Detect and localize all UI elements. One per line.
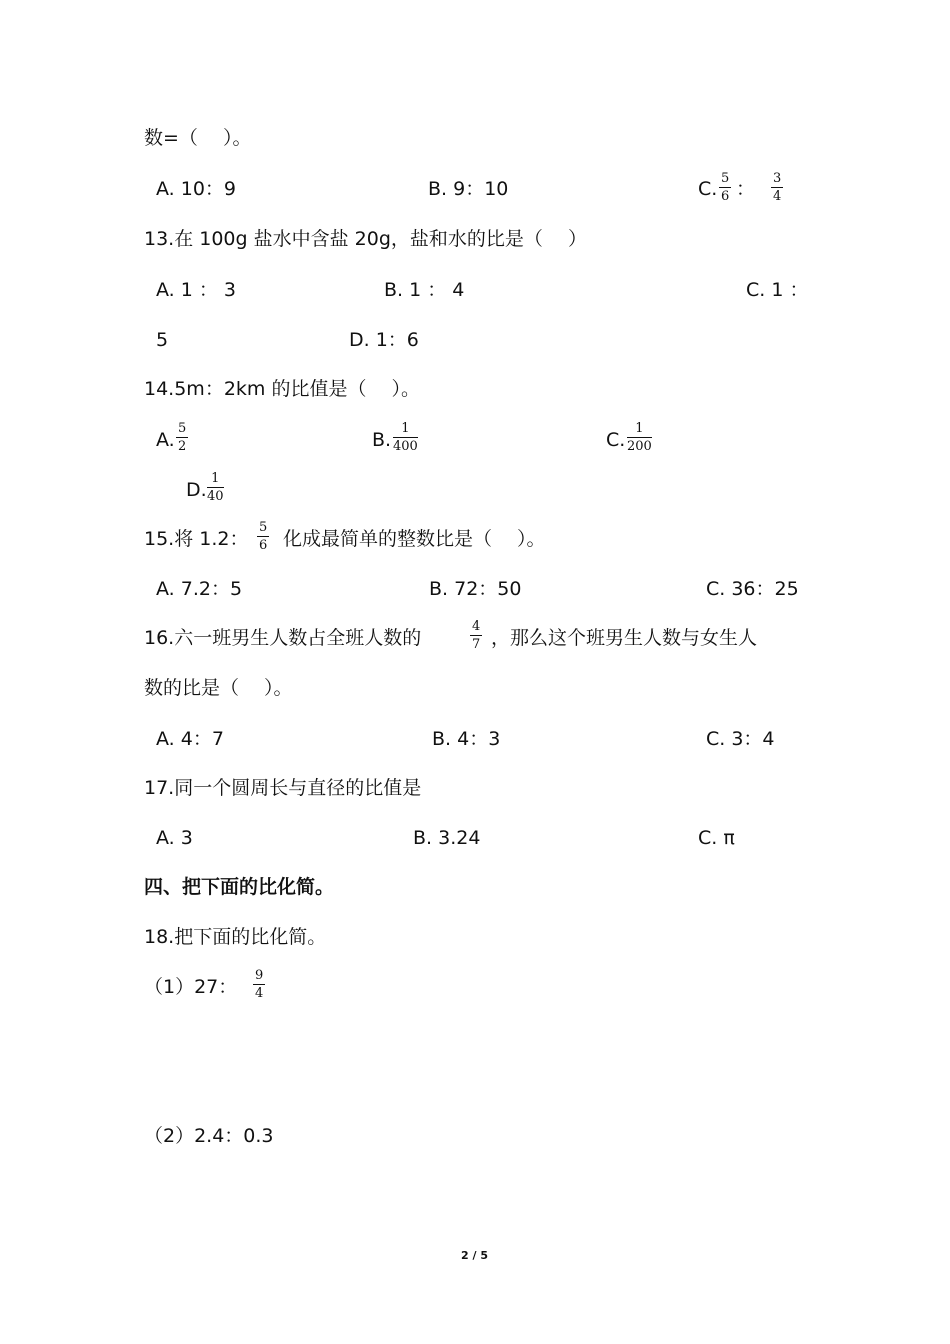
page-number: 2 / 5 xyxy=(461,1249,488,1262)
q16-stem-pre: 16.六一班男生人数占全班人数的 xyxy=(144,627,422,649)
q15-option-c: C. 36：25 xyxy=(706,578,799,600)
q14-option-c-prefix: C. xyxy=(606,429,626,451)
numerator: 1 xyxy=(635,421,644,436)
denominator: 6 xyxy=(259,538,268,553)
q13-stem: 13.在 100g 盐水中含盐 20g，盐和水的比是（ ） xyxy=(144,228,587,250)
numerator: 4 xyxy=(472,619,481,634)
q15-option-a: A. 7.2：5 xyxy=(156,578,243,600)
denominator: 4 xyxy=(255,986,264,1001)
numerator: 1 xyxy=(211,471,220,486)
q13-option-a: A. 1 ： 3 xyxy=(156,279,236,301)
q14-option-a-prefix: A. xyxy=(156,429,175,451)
q14-option-b-prefix: B. xyxy=(372,429,392,451)
numerator: 5 xyxy=(721,171,730,186)
q18-part-1: （1）27： xyxy=(144,976,238,998)
q15-stem-fraction xyxy=(257,521,269,552)
numerator: 3 xyxy=(773,171,782,186)
q15-option-b: B. 72：50 xyxy=(429,578,522,600)
numerator: 5 xyxy=(178,421,187,436)
q13-option-c: C. 1 ： xyxy=(746,279,809,301)
q14-option-d-fraction xyxy=(207,472,224,503)
q17-option-b: B. 3.24 xyxy=(413,827,481,849)
q13-option-b: B. 1 ： 4 xyxy=(384,279,465,301)
q14-option-a-fraction xyxy=(176,422,188,453)
q13-option-c-continued: 5 xyxy=(156,329,169,351)
q15-stem-post: 化成最简单的整数比是（ ）。 xyxy=(283,528,546,550)
q13-option-d: D. 1：6 xyxy=(349,329,419,351)
denominator: 2 xyxy=(178,439,187,454)
q18-part-2: （2）2.4：0.3 xyxy=(144,1125,274,1147)
q16-stem-post: ，那么这个班男生人数与女生人 xyxy=(491,627,758,649)
q12-option-b: B. 9：10 xyxy=(428,178,509,200)
q12-option-c-fraction-1 xyxy=(719,172,731,203)
denominator: 40 xyxy=(207,489,224,504)
q15-stem-pre: 15.将 1.2： xyxy=(144,528,249,550)
q12-option-a: A. 10：9 xyxy=(156,178,237,200)
q14-option-d-prefix: D. xyxy=(186,479,207,501)
q16-stem-line2: 数的比是（ ）。 xyxy=(144,677,293,699)
q14-option-b-fraction xyxy=(393,422,418,453)
q12-option-c-separator: ： xyxy=(736,178,756,200)
denominator: 6 xyxy=(721,189,730,204)
q18-part-1-fraction xyxy=(253,969,265,1000)
denominator: 400 xyxy=(393,439,418,454)
q14-stem: 14.5m：2km 的比值是（ ）。 xyxy=(144,378,420,400)
denominator: 4 xyxy=(773,189,782,204)
numerator: 9 xyxy=(255,968,264,983)
q17-stem: 17.同一个圆周长与直径的比值是 xyxy=(144,777,422,799)
q17-option-c: C. π xyxy=(698,827,735,849)
q12-option-c-fraction-2 xyxy=(771,172,783,203)
section-heading: 四、把下面的比化简。 xyxy=(144,876,335,898)
q17-option-a: A. 3 xyxy=(156,827,193,849)
q16-option-a: A. 4：7 xyxy=(156,728,224,750)
q16-option-c: C. 3：4 xyxy=(706,728,775,750)
denominator: 200 xyxy=(627,439,652,454)
q16-option-b: B. 4：3 xyxy=(432,728,501,750)
q12-stem-tail: 数=（ ）。 xyxy=(144,127,252,149)
q16-stem-fraction xyxy=(470,620,482,651)
denominator: 7 xyxy=(472,637,481,652)
numerator: 5 xyxy=(259,520,268,535)
numerator: 1 xyxy=(401,421,410,436)
q18-stem: 18.把下面的比化简。 xyxy=(144,926,327,948)
q14-option-c-fraction xyxy=(627,422,652,453)
q12-option-c-prefix: C. xyxy=(698,178,718,200)
